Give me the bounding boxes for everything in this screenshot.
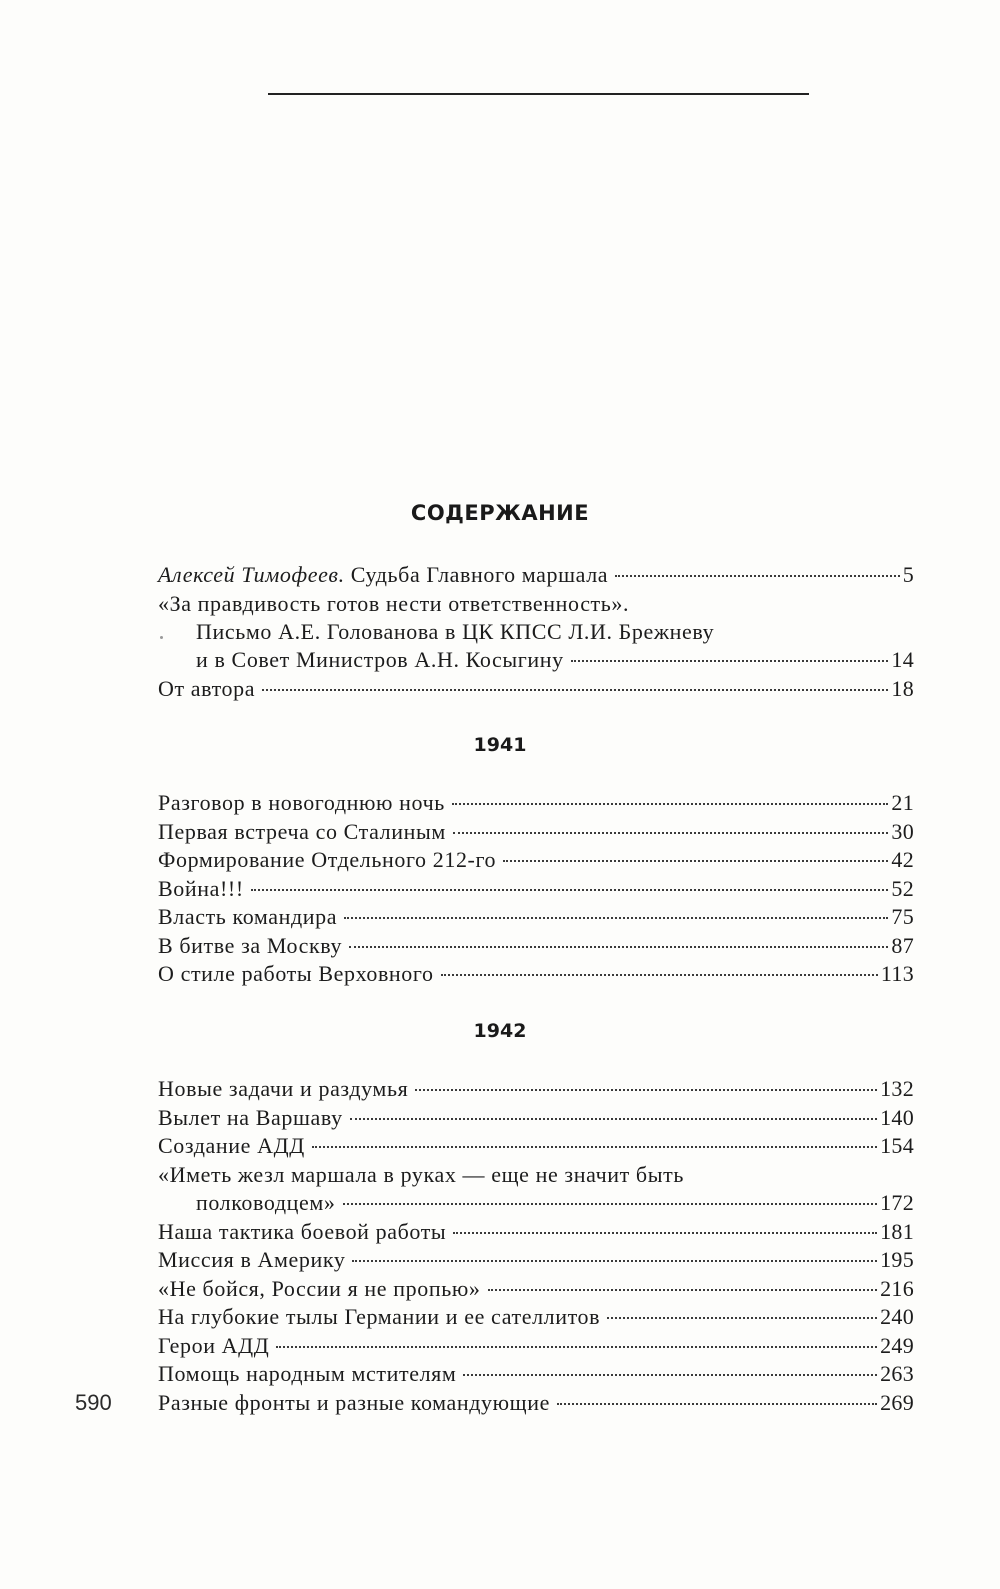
entry-title: Судьба Главного маршала <box>350 562 609 587</box>
stray-print-mark <box>160 636 163 639</box>
dot-leader <box>615 575 900 577</box>
section-heading-1942: 1942 <box>473 1020 527 1042</box>
dot-leader <box>349 946 888 948</box>
entry-page: 154 <box>880 1133 914 1158</box>
entry-title: Власть командира <box>158 904 338 929</box>
entry-title: Разные фронты и разные командующие <box>158 1390 550 1415</box>
dot-leader <box>350 1118 877 1120</box>
entry-title: Миссия в Америку <box>158 1247 346 1272</box>
dot-leader <box>463 1374 877 1376</box>
entry-title: Помощь народным мстителям <box>158 1361 457 1386</box>
entry-page: 21 <box>891 790 914 815</box>
entry-page: 140 <box>880 1105 914 1130</box>
entry-page: 42 <box>891 847 914 872</box>
toc-entry[interactable] <box>158 1389 914 1417</box>
toc-entry-intro-2-line2[interactable]: Письмо А.Е. Голованова в ЦК КПСС Л.И. Брежневу <box>196 619 715 644</box>
toc-entry[interactable] <box>158 789 914 817</box>
entry-page: 87 <box>891 933 914 958</box>
dot-leader <box>488 1289 878 1291</box>
toc-entry[interactable] <box>158 1246 914 1274</box>
toc-entry[interactable] <box>158 1303 914 1331</box>
dot-leader <box>352 1260 877 1262</box>
toc-entry[interactable] <box>158 1104 914 1132</box>
dot-leader <box>557 1403 877 1405</box>
section-heading-1941: 1941 <box>473 734 527 756</box>
entry-page: 172 <box>880 1190 914 1215</box>
entry-page: 195 <box>880 1247 914 1272</box>
toc-entry-multiline-cont[interactable] <box>196 1189 914 1217</box>
entry-title: В битве за Москву <box>158 933 343 958</box>
toc-entry-intro-2-line3[interactable] <box>196 646 914 674</box>
entry-title: Разговор в новогоднюю ночь <box>158 790 445 815</box>
entry-page: 216 <box>880 1276 914 1301</box>
entry-title: Новые задачи и раздумья <box>158 1076 409 1101</box>
entry-page: 5 <box>902 562 914 587</box>
entry-author: Алексей Тимофеев. <box>158 562 345 587</box>
dot-leader <box>312 1146 877 1148</box>
entry-title: Война!!! <box>158 876 244 901</box>
entry-title: и в Совет Министров А.Н. Косыгину <box>196 647 564 672</box>
entry-page: 132 <box>880 1076 914 1101</box>
entry-page: 269 <box>880 1390 914 1415</box>
dot-leader <box>262 689 888 691</box>
dot-leader <box>571 660 889 662</box>
toc-entry[interactable] <box>158 1360 914 1388</box>
entry-title: Формирование Отдельного 212-го <box>158 847 497 872</box>
toc-entry[interactable] <box>158 1132 914 1160</box>
dot-leader <box>251 889 889 891</box>
entry-title: Первая встреча со Сталиным <box>158 819 446 844</box>
entry-page: 18 <box>891 676 914 701</box>
contents-title: СОДЕРЖАНИЕ <box>410 501 590 525</box>
entry-title: Герои АДД <box>158 1333 270 1358</box>
entry-page: 249 <box>880 1333 914 1358</box>
entry-title: На глубокие тылы Германии и ее сателлитов <box>158 1304 601 1329</box>
entry-title: «Не бойся, России я не пропью» <box>158 1276 481 1301</box>
toc-entry[interactable] <box>158 818 914 846</box>
toc-entry-intro-3[interactable] <box>158 675 914 703</box>
toc-entry[interactable] <box>158 1275 914 1303</box>
toc-entry[interactable] <box>158 960 914 988</box>
entry-title: полководцем» <box>196 1190 336 1215</box>
page-number: 590 <box>75 1390 112 1415</box>
toc-entry[interactable] <box>158 1075 914 1103</box>
entry-page: 52 <box>891 876 914 901</box>
entry-page: 75 <box>891 904 914 929</box>
top-rule <box>268 93 809 95</box>
toc-entry-intro-1[interactable] <box>158 561 914 589</box>
dot-leader <box>453 1232 877 1234</box>
entry-title: Создание АДД <box>158 1133 305 1158</box>
dot-leader <box>276 1346 877 1348</box>
toc-entry[interactable] <box>158 1332 914 1360</box>
entry-title: О стиле работы Верховного <box>158 961 434 986</box>
dot-leader <box>453 832 888 834</box>
entry-title: Вылет на Варшаву <box>158 1105 343 1130</box>
entry-page: 181 <box>880 1219 914 1244</box>
toc-entry[interactable] <box>158 846 914 874</box>
dot-leader <box>415 1089 877 1091</box>
toc-entry-multiline-first[interactable]: «Иметь жезл маршала в руках — еще не значит быть <box>158 1162 684 1187</box>
dot-leader <box>441 974 878 976</box>
dot-leader <box>607 1317 877 1319</box>
entry-title: Наша тактика боевой работы <box>158 1219 447 1244</box>
toc-entry-intro-2-line1[interactable]: «За правдивость готов нести ответственность». <box>158 591 630 616</box>
entry-page: 113 <box>880 961 914 986</box>
entry-page: 14 <box>891 647 914 672</box>
toc-entry[interactable] <box>158 932 914 960</box>
toc-entry[interactable] <box>158 903 914 931</box>
toc-entry[interactable] <box>158 875 914 903</box>
dot-leader <box>452 803 889 805</box>
entry-page: 240 <box>880 1304 914 1329</box>
dot-leader <box>343 1203 878 1205</box>
dot-leader <box>344 917 888 919</box>
entry-page: 30 <box>891 819 914 844</box>
toc-entry[interactable] <box>158 1218 914 1246</box>
dot-leader <box>503 860 888 862</box>
entry-title: От автора <box>158 676 256 701</box>
entry-page: 263 <box>880 1361 914 1386</box>
